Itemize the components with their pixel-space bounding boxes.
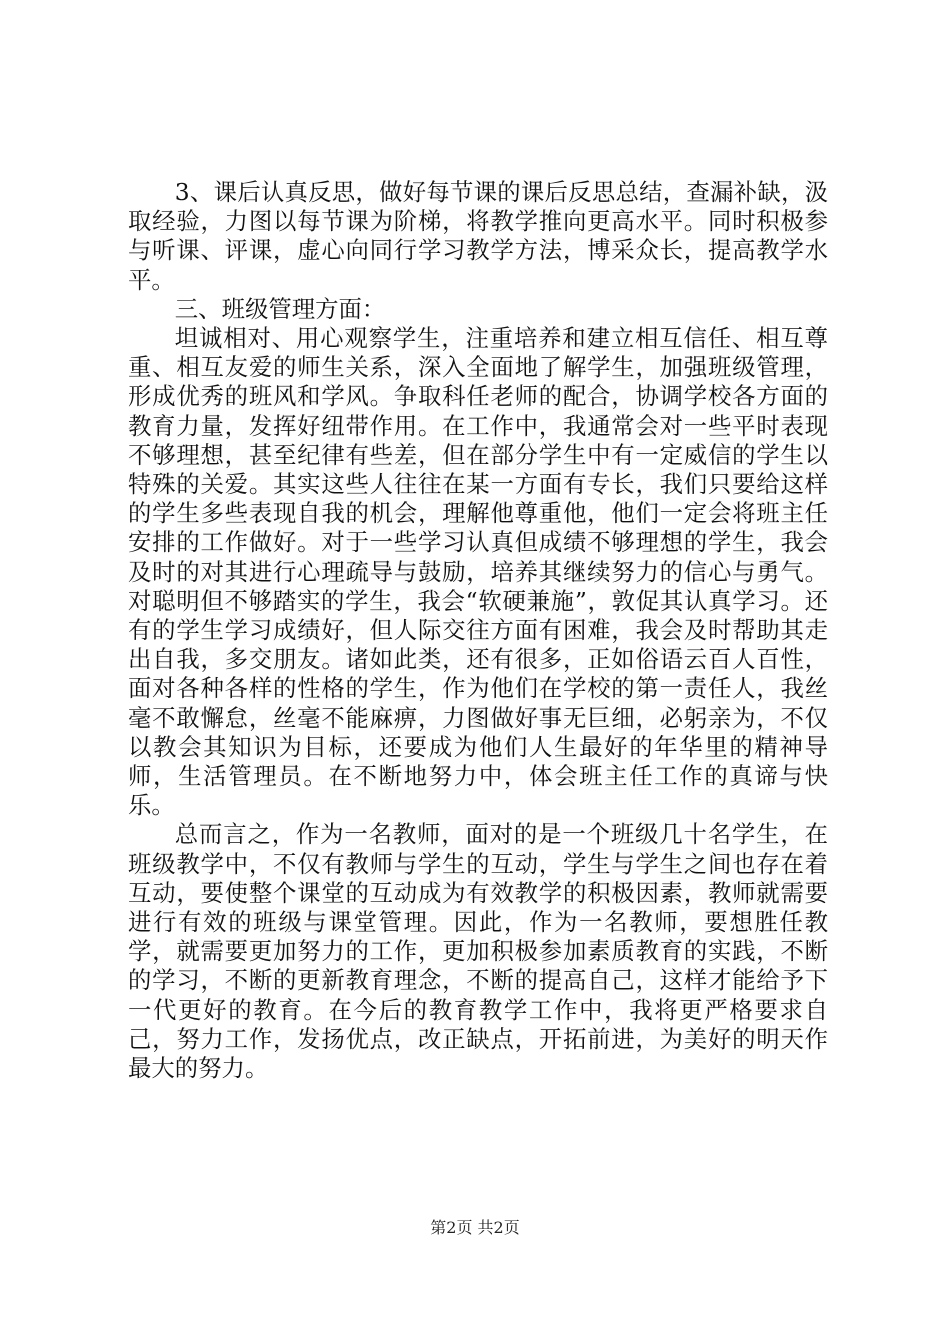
page-footer: 第2页 共2页 [430, 1218, 520, 1237]
paragraph-class-management: 坦诚相对、用心观察学生，注重培养和建立相互信任、相互尊重、相互友爱的师生关系，深入全面地了解学生，加强班级管理，形成优秀的班风和学风。争取科任老师的配合，协调学校各方面的教育力量，发挥好纽带作用。在工作中，我通常会对一些平时表现不够理想，甚至纪律有些差，但在部分学生中有一定威信的学生以特殊的关爱。其实这些人往往在某一方面有专长，我们只要给这样的学生多些表现自我的机会，理解他尊重他，他们一定会将班主任安排的工作做好。对于一些学习认真但成绩不够理想的学生，我会及时的对其进行心理疏导与鼓励，培养其继续努力的信心与勇气。对聪明但不够踏实的学生，我会“软硬兼施”，敦促其认真学习。还有的学生学习成绩好，但人际交往方面有困难，我会及时帮助其走出自我，多交朋友。诸如此类，还有很多，正如俗语云百人百性，面对各种各样的性格的学生，作为他们在学校的第一责任人，我丝毫不敢懈怠，丝毫不能麻痹，力图做好事无巨细，必躬亲为，不仅以教会其知识为目标，还要成为他们人生最好的年华里的精神导师，生活管理员。在不断地努力中，体会班主任工作的真谛与快乐。 [128, 324, 828, 820]
document-body [128, 178, 828, 1083]
paragraph-reflection: 3、课后认真反思，做好每节课的课后反思总结，查漏补缺，汲取经验，力图以每节课为阶梯，将教学推向更高水平。同时积极参与听课、评课，虚心向同行学习教学方法，博采众长，提高教学水平。 [128, 178, 828, 294]
paragraph-conclusion: 总而言之，作为一名教师，面对的是一个班级几十名学生，在班级教学中，不仅有教师与学生的互动，学生与学生之间也存在着互动，要使整个课堂的互动成为有效教学的积极因素，教师就需要进行有效的班级与课堂管理。因此，作为一名教师，要想胜任教学，就需要更加努力的工作，更加积极参加素质教育的实践，不断的学习，不断的更新教育理念，不断的提高自己，这样才能给予下一代更好的教育。在今后的教育教学工作中，我将更严格要求自己，努力工作，发扬优点，改正缺点，开拓前进，为美好的明天作最大的努力。 [128, 820, 828, 1083]
section-heading-class-management: 三、班级管理方面： [174, 294, 386, 323]
